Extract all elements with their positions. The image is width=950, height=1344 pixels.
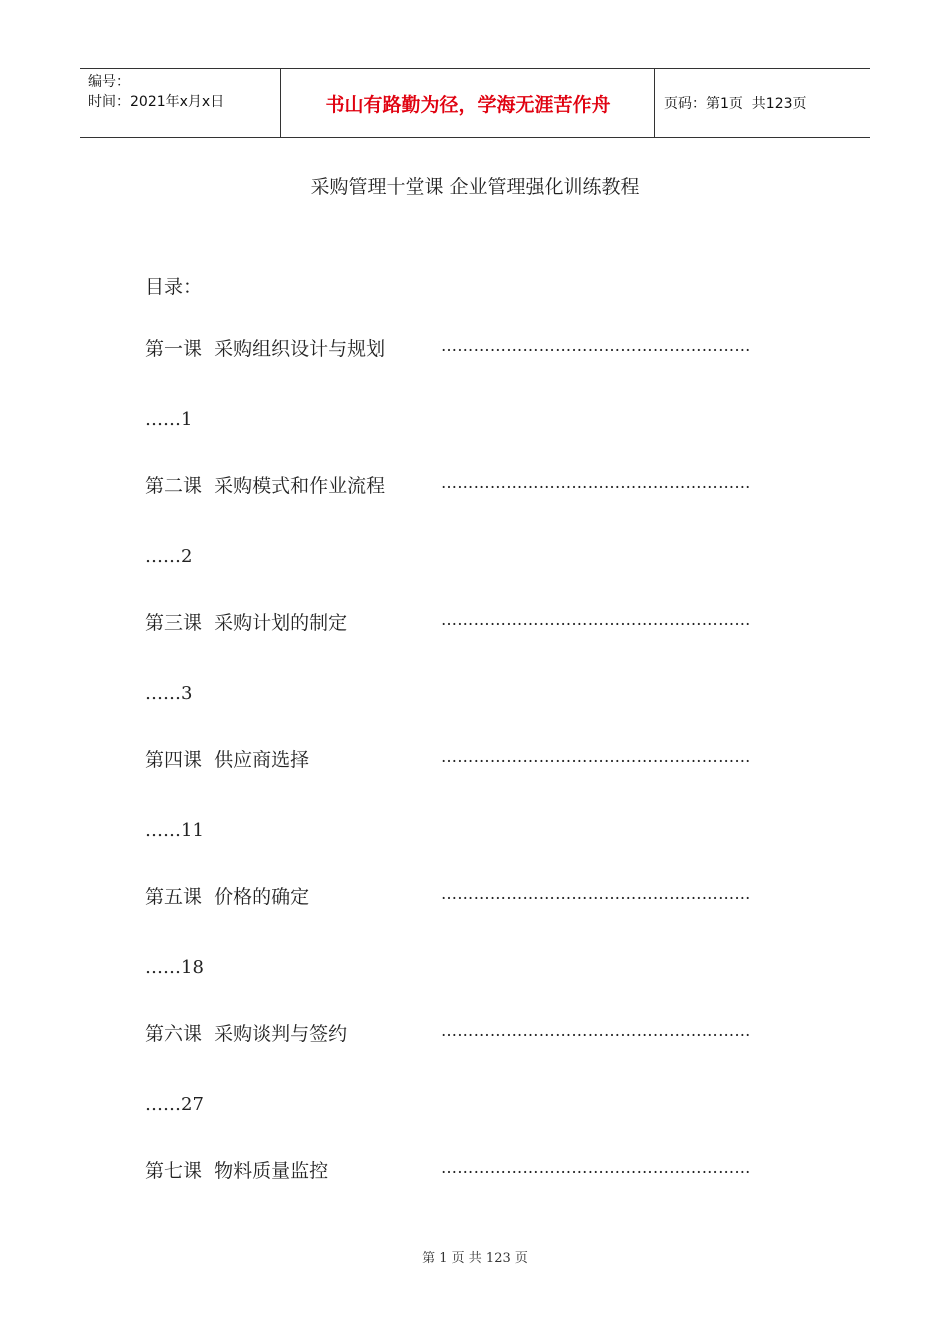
toc-leader-dots: ………………………………………………… — [441, 747, 751, 766]
toc-leader-dots: ………………………………………………… — [441, 473, 751, 492]
header-divider — [280, 69, 281, 137]
toc-leader-dots: ………………………………………………… — [441, 1021, 751, 1040]
toc-entry-title: 第一课 采购组织设计与规划 — [145, 338, 386, 360]
header-divider — [654, 69, 655, 137]
toc-leader-dots: ………………………………………………… — [441, 1158, 751, 1177]
toc-entry-title: 第七课 物料质量监控 — [145, 1160, 329, 1182]
header-page-info: 页码：第1页 共123页 — [664, 96, 807, 112]
toc-leader-dots: ………………………………………………… — [441, 884, 751, 903]
number-label: 编号： — [88, 74, 130, 90]
toc-entry-title: 第三课 采购计划的制定 — [145, 612, 348, 634]
toc-entry-page: ……11 — [145, 820, 204, 841]
page-header — [80, 68, 870, 138]
toc-entry-title: 第六课 采购谈判与签约 — [145, 1023, 348, 1045]
toc-entry-title: 第五课 价格的确定 — [145, 886, 310, 908]
toc-entry-title: 第四课 供应商选择 — [145, 749, 310, 771]
header-motto: 书山有路勤为径，学海无涯苦作舟 — [325, 93, 611, 116]
page-footer: 第 1 页 共 123 页 — [422, 1251, 528, 1266]
toc-label: 目录： — [145, 276, 203, 298]
toc-leader-dots: ………………………………………………… — [441, 610, 751, 629]
toc-entry-page: ……18 — [145, 957, 204, 978]
toc-entry-page: ……27 — [145, 1094, 204, 1115]
toc-entry-page: ……2 — [145, 546, 193, 567]
time-label: 时间：2021年x月x日 — [88, 94, 225, 110]
header-meta — [88, 72, 224, 112]
document-title: 采购管理十堂课 企业管理强化训练教程 — [310, 176, 640, 198]
toc-entry-page: ……3 — [145, 683, 193, 704]
toc-entry-title: 第二课 采购模式和作业流程 — [145, 475, 386, 497]
toc-entry-page: ……1 — [145, 409, 193, 430]
toc-leader-dots: ………………………………………………… — [441, 336, 751, 355]
